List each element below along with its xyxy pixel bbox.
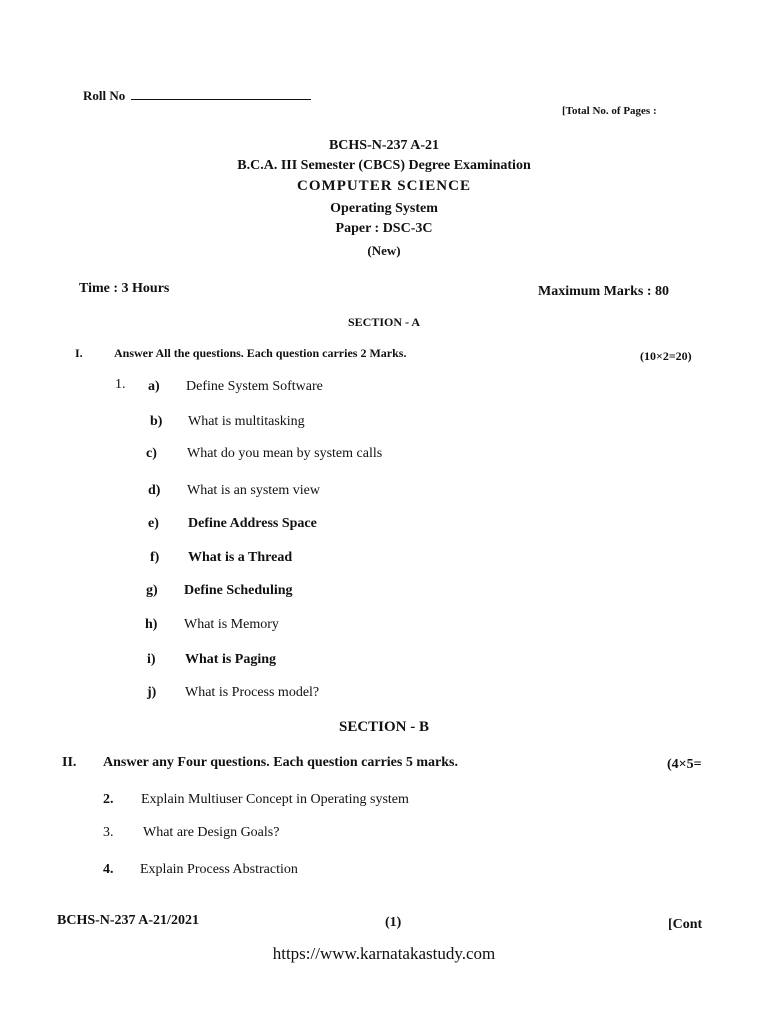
list-item bbox=[145, 615, 279, 633]
max-marks: Maximum Marks : 80 bbox=[538, 284, 670, 299]
page-number: (1) bbox=[385, 915, 402, 930]
paper-code: BCHS-N-237 A-21 bbox=[328, 138, 440, 153]
section-a-number: I. bbox=[75, 346, 83, 360]
time-label: Time : 3 Hours bbox=[79, 281, 170, 296]
item-text: Define System Software bbox=[186, 379, 323, 394]
item-label: b) bbox=[150, 414, 163, 429]
list-item bbox=[147, 683, 319, 701]
item-label: 4. bbox=[103, 862, 114, 877]
list-item bbox=[146, 581, 293, 599]
website-url: https://www.karnatakastudy.com bbox=[272, 944, 496, 963]
item-label: c) bbox=[146, 446, 157, 461]
list-item bbox=[148, 481, 320, 499]
section-a-marks: (10×2=20) bbox=[640, 349, 692, 363]
list-item bbox=[103, 860, 298, 878]
list-item bbox=[148, 514, 317, 532]
item-label: f) bbox=[150, 550, 160, 565]
course-title: Operating System bbox=[330, 201, 438, 216]
list-item bbox=[146, 444, 382, 462]
list-item bbox=[147, 650, 276, 668]
item-text: What are Design Goals? bbox=[143, 825, 280, 840]
section-a-instruction: Answer All the questions. Each question carries 2 Marks. bbox=[114, 346, 407, 360]
roll-no bbox=[83, 88, 311, 104]
list-item bbox=[103, 790, 409, 808]
item-text: Explain Multiuser Concept in Operating system bbox=[141, 792, 409, 807]
item-text: What is multitasking bbox=[188, 414, 305, 429]
list-item bbox=[150, 548, 292, 566]
item-text: What is an system view bbox=[187, 483, 320, 498]
footer-code: BCHS-N-237 A-21/2021 bbox=[57, 913, 199, 928]
subject-title: COMPUTER SCIENCE bbox=[297, 178, 471, 194]
list-item bbox=[148, 377, 323, 395]
item-label: i) bbox=[147, 652, 156, 667]
item-text: What do you mean by system calls bbox=[187, 446, 383, 461]
item-label: h) bbox=[145, 617, 158, 632]
section-b-heading: SECTION - B bbox=[338, 719, 430, 735]
item-label: 3. bbox=[103, 825, 114, 840]
item-text: What is Process model? bbox=[185, 685, 320, 700]
section-b-number: II. bbox=[62, 755, 77, 770]
item-label: d) bbox=[148, 483, 161, 498]
item-label: a) bbox=[148, 379, 160, 394]
section-b-marks: (4×5= bbox=[667, 757, 702, 772]
continued-label: [Cont bbox=[668, 917, 703, 932]
item-text: Define Address Space bbox=[188, 516, 317, 531]
roll-no-line bbox=[131, 99, 311, 100]
item-label: j) bbox=[147, 685, 157, 700]
roll-no-label: Roll No bbox=[83, 88, 126, 103]
question-number: 1. bbox=[115, 377, 126, 392]
section-a-heading: SECTION - A bbox=[347, 315, 421, 329]
paper-title: Paper : DSC-3C bbox=[335, 221, 433, 236]
paper-note: (New) bbox=[367, 243, 401, 258]
item-text: What is Paging bbox=[185, 652, 277, 667]
item-label: 2. bbox=[103, 792, 114, 807]
item-text: What is a Thread bbox=[188, 550, 293, 565]
item-text: Define Scheduling bbox=[184, 583, 293, 598]
degree-title: B.C.A. III Semester (CBCS) Degree Examination bbox=[237, 158, 531, 173]
list-item bbox=[103, 823, 279, 841]
list-item bbox=[150, 412, 305, 430]
item-text: Explain Process Abstraction bbox=[140, 862, 298, 877]
item-text: What is Memory bbox=[184, 617, 279, 632]
section-b-instruction: Answer any Four questions. Each question carries 5 marks. bbox=[103, 755, 458, 770]
item-label: g) bbox=[146, 583, 158, 598]
item-label: e) bbox=[148, 516, 159, 531]
total-pages: [Total No. of Pages : bbox=[562, 105, 657, 117]
